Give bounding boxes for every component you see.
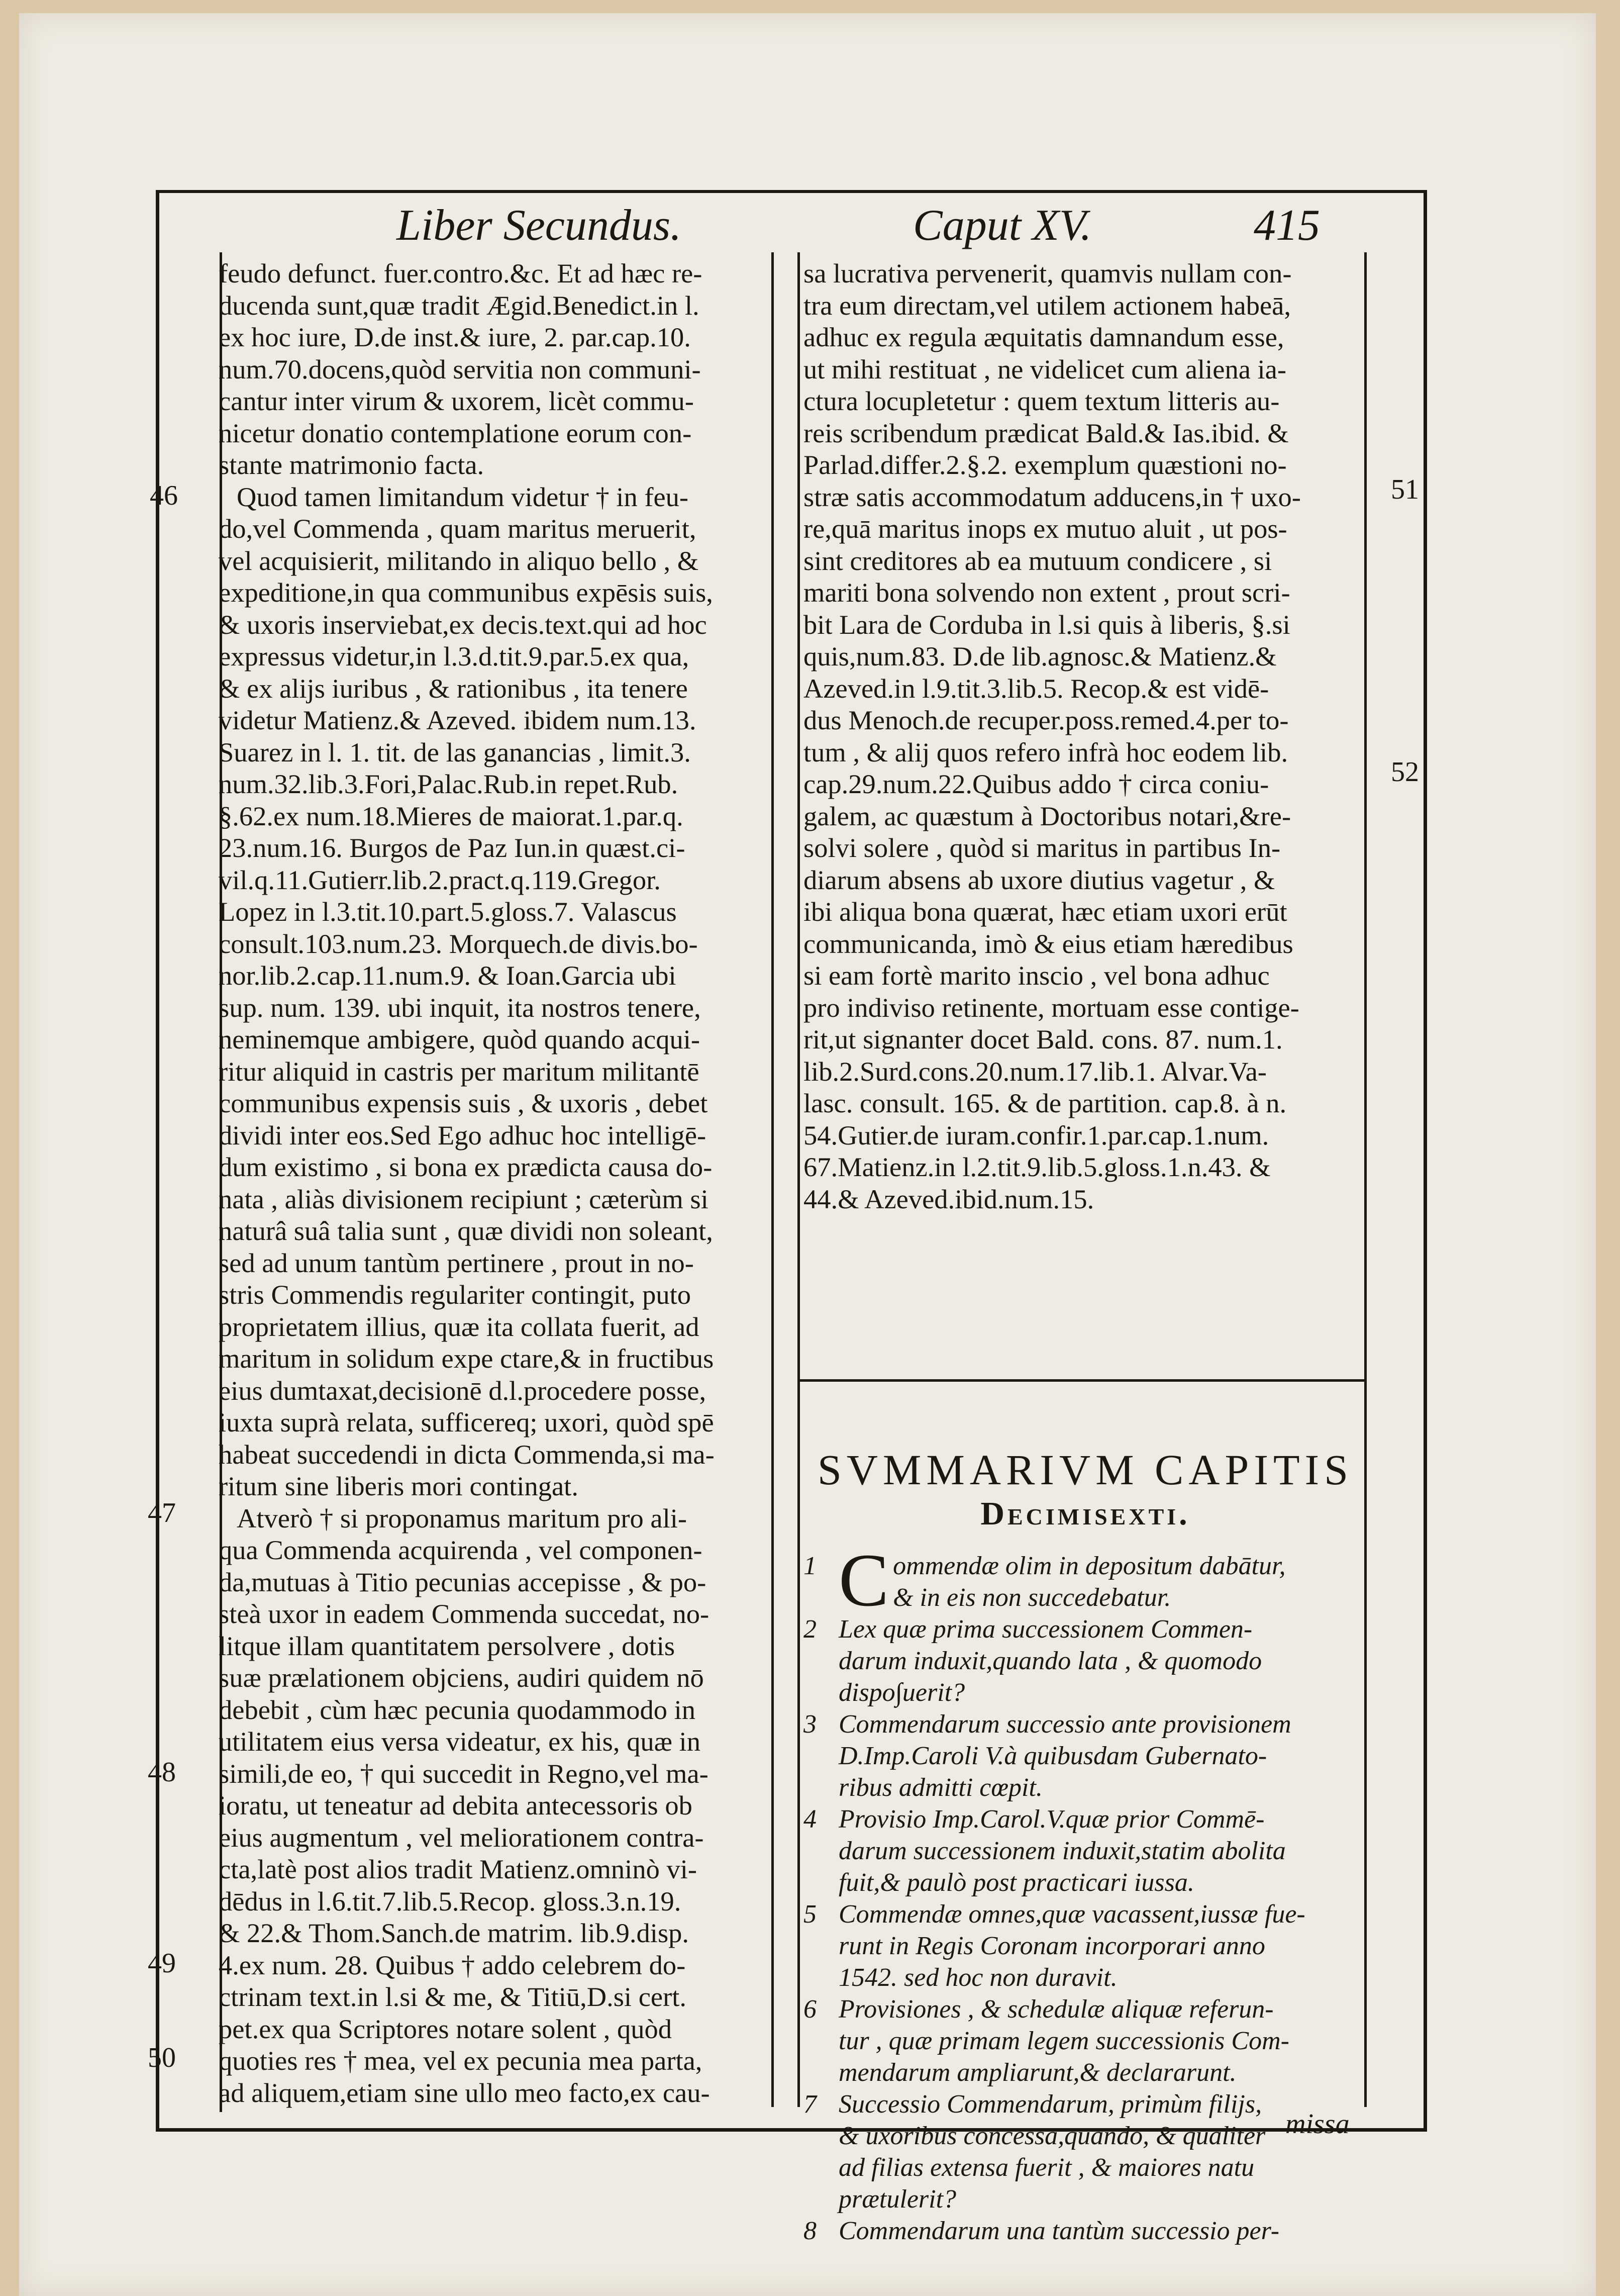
text-line: 23.num.16. Burgos de Paz Iun.in quæst.ci- (219, 832, 685, 863)
text-line: rit,ut signanter docet Bald. cons. 87. num.1. (803, 1024, 1283, 1055)
text-line: mariti bona solvendo non extent , prout scri- (803, 577, 1290, 608)
text-line: ex hoc iure, D.de inst.& iure, 2. par.cap.10. (219, 322, 691, 352)
text-line: communicanda, imò & eius etiam hæredibus (803, 928, 1293, 959)
text-line: vel acquisierit, militando in aliquo bello , & (219, 545, 699, 576)
text-line: galem, ac quæstum à Doctoribus notari,&re- (803, 800, 1291, 831)
text-line: 4.ex num. 28. Quibus † addo celebrem do- (219, 1949, 686, 1980)
summary-item (803, 1613, 1366, 1708)
margin-number: 49 (148, 1948, 176, 1979)
text-line: iuxta suprà relata, sufficereq; uxori, quòd spē (219, 1407, 714, 1438)
summary-line: Commendarum successio ante provisionem (839, 1710, 1291, 1739)
text-line: si eam fortè marito inscio , vel bona adhuc (803, 960, 1270, 991)
text-line: stræ satis accommodatum adducens,in † uxo- (803, 481, 1301, 512)
summary-line: ommendæ olim in depositum dabātur, (893, 1552, 1286, 1580)
text-line: debebit , cùm hæc pecunia quodammodo in (219, 1694, 695, 1725)
margin-number: 51 (1391, 474, 1419, 505)
summary-line: Lex quæ prima successionem Commen- (839, 1615, 1253, 1644)
margin-number: 46 (150, 480, 178, 511)
summary-line: & uxoribus concessa,quando, & qualiter (839, 2122, 1266, 2150)
summary-item-number: 8 (803, 2217, 817, 2245)
text-line: expressus videtur,in l.3.d.tit.9.par.5.ex qua, (219, 641, 689, 672)
summary-line: dispo∫uerit? (839, 1678, 965, 1707)
text-line: tum , & alij quos refero infrà hoc eodem lib. (803, 736, 1288, 768)
text-line: maritum in solidum expe ctare,& in fructibus (219, 1343, 714, 1374)
header-chapter: Caput XV. (913, 201, 1092, 250)
summary-line: darum induxit,quando lata , & quomodo (839, 1647, 1262, 1675)
summary-item-number: 2 (803, 1615, 817, 1644)
summary-line: D.Imp.Caroli V.à quibusdam Gubernato- (839, 1742, 1267, 1770)
text-line: ad aliquem,etiam sine ullo meo facto,ex cau- (219, 2077, 710, 2108)
summary-line: runt in Regis Coronam incorporari anno (839, 1932, 1265, 1960)
text-line: da,mutuas à Titio pecunias accepisse , & po- (219, 1566, 706, 1597)
summary-item (803, 2215, 1366, 2247)
text-line: pro indiviso retinente, mortuam esse contige- (803, 992, 1299, 1023)
text-line: & ex alijs iuribus , & rationibus , ita tenere (219, 673, 688, 704)
text-frame (156, 190, 1427, 2245)
summary-subtitle: Decimisexti. (980, 1495, 1190, 1532)
catchword: missa (1285, 2109, 1350, 2140)
margin-number: 47 (148, 1497, 176, 1528)
text-line: num.32.lib.3.Fori,Palac.Rub.in repet.Rub. (219, 769, 678, 799)
text-line: dividi inter eos.Sed Ego adhuc hoc intelligē- (219, 1119, 706, 1151)
text-line: ctura locupletetur : quem textum litteris au- (803, 386, 1280, 416)
text-line: §.62.ex num.18.Mieres de maiorat.1.par.q. (219, 800, 683, 831)
text-line: steà uxor in eadem Commenda succedat, no- (219, 1598, 710, 1629)
margin-number: 50 (148, 2042, 176, 2073)
text-line: pet.ex qua Scriptores notare solent , quòd (219, 2013, 672, 2044)
text-line: habeat succedendi in dicta Commenda,si ma- (219, 1439, 715, 1470)
text-line: solvi solere , quòd si maritus in partibus In- (803, 832, 1281, 863)
text-line: simili,de eo, † qui succedit in Regno,vel ma- (219, 1758, 708, 1789)
summary-item-number: 6 (803, 1995, 817, 2024)
text-line: ut mihi restituat , ne videlicet cum aliena ia- (803, 353, 1286, 385)
summary-line: ad filias extensa fuerit , & maiores natu (839, 2153, 1255, 2182)
summary-line: Provisiones , & schedulæ aliquæ referun- (839, 1995, 1274, 2024)
summary-line: Provisio Imp.Carol.V.quæ prior Commē- (839, 1805, 1265, 1834)
text-line: stris Commendis regulariter contingit, puto (219, 1279, 691, 1310)
text-line: stante matrimonio facta. (219, 449, 484, 480)
text-line: neminemque ambigere, quòd quando acqui- (219, 1024, 700, 1055)
text-line: ctrinam text.in l.si & me, & Titiū,D.si cert. (219, 1981, 686, 2012)
margin-number: 48 (148, 1757, 176, 1788)
summary-item (803, 2088, 1366, 2215)
text-line: sint creditores ab ea mutuum condicere , si (803, 545, 1272, 576)
summary-line: Commendarum una tantùm successio per- (839, 2217, 1280, 2245)
summary-line: prætulerit? (839, 2185, 957, 2214)
summary-line: darum successionem induxit,statim abolita (839, 1837, 1286, 1865)
summary-item (803, 1898, 1366, 1993)
summary-line: fuit,& paulò post practicari iussa. (839, 1868, 1194, 1897)
text-line: qua Commenda acquirenda , vel componen- (219, 1535, 702, 1565)
summary-line: tur , quæ primam legem successionis Com- (839, 2027, 1289, 2055)
text-line: litque illam quantitatem persolvere , dotis (219, 1630, 675, 1661)
text-line: consult.103.num.23. Morquech.de divis.bo- (219, 928, 698, 959)
text-line: Quod tamen limitandum videtur † in feu- (237, 481, 689, 512)
text-line: cantur inter virum & uxorem, licèt commu- (219, 386, 694, 416)
text-line: ducenda sunt,quæ tradit Ægid.Benedict.in l. (219, 290, 699, 321)
summary-item-number: 4 (803, 1805, 817, 1834)
text-line: Lopez in l.3.tit.10.part.5.gloss.7. Valascus (219, 896, 677, 927)
text-line: 54.Gutier.de iuram.confir.1.par.cap.1.num. (803, 1119, 1269, 1151)
text-line: nor.lib.2.cap.11.num.9. & Ioan.Garcia ubi (219, 960, 676, 991)
text-line: Azeved.in l.9.tit.3.lib.5. Recop.& est vidē- (803, 673, 1269, 704)
summary-item-number: 3 (803, 1710, 817, 1739)
text-line: eius dumtaxat,decisionē d.l.procedere posse, (219, 1375, 706, 1406)
text-line: eius augmentum , vel meliorationem contra- (219, 1822, 704, 1853)
text-line: nata , aliàs divisionem recipiunt ; cæterùm si (219, 1183, 708, 1214)
text-line: adhuc ex regula æquitatis damnandum esse, (803, 322, 1284, 352)
summary-item-number: 5 (803, 1900, 817, 1929)
text-line: sed ad unum tantùm pertinere , prout in no- (219, 1247, 694, 1278)
summary-title: SVMMARIVM CAPITIS (818, 1446, 1353, 1494)
text-line: nicetur donatio contemplatione eorum con- (219, 417, 692, 448)
text-line: dus Menoch.de recuper.poss.remed.4.per to- (803, 705, 1289, 735)
right-text-column (803, 257, 1367, 1386)
summary-item (803, 1993, 1366, 2088)
text-line: ritur aliquid in castris per maritum militantē (219, 1056, 699, 1087)
text-line: & 22.& Thom.Sanch.de matrim. lib.9.disp. (219, 1918, 689, 1948)
text-line: communibus expensis suis , & uxoris , debet (219, 1088, 708, 1118)
summary-line: Commendæ omnes,quæ vacassent,iussæ fue- (839, 1900, 1305, 1929)
text-line: feudo defunct. fuer.contro.&c. Et ad hæc re- (219, 258, 702, 289)
margin-number: 52 (1391, 756, 1419, 788)
text-line: tra eum directam,vel utilem actionem habeā, (803, 290, 1291, 321)
page-sheet (19, 13, 1596, 2296)
text-line: dum existimo , si bona ex prædicta causa do- (219, 1152, 713, 1182)
text-line: sa lucrativa pervenerit, quamvis nullam con- (803, 258, 1292, 289)
text-line: reis scribendum prædicat Bald.& Ias.ibid. & (803, 417, 1289, 448)
page-number: 415 (1254, 201, 1320, 250)
text-line: quis,num.83. D.de lib.agnosc.& Matienz.& (803, 641, 1277, 672)
text-line: ioratu, ut teneatur ad debita antecessoris ob (219, 1790, 692, 1821)
text-line: proprietatem illius, quæ ita collata fuerit, ad (219, 1311, 699, 1342)
text-line: quoties res † mea, vel ex pecunia mea parta, (219, 2045, 702, 2076)
text-line: Atverò † si proponamus maritum pro ali- (237, 1502, 687, 1534)
summary-line: ribus admitti cœpit. (839, 1773, 1043, 1802)
summary-line: 1542. sed hoc non duravit. (839, 1963, 1118, 1992)
text-line: videtur Matienz.& Azeved. ibidem num.13. (219, 705, 696, 735)
text-line: ritum sine liberis mori contingat. (219, 1471, 578, 1501)
text-line: utilitatem eius versa videatur, ex his, quæ in (219, 1726, 700, 1757)
summary-item-number: 7 (803, 2090, 817, 2119)
text-line: expeditione,in qua communibus expēsis suis, (219, 577, 713, 608)
text-line: Suarez in l. 1. tit. de las ganancias , limit.3. (219, 736, 691, 768)
summary-item (803, 1803, 1366, 1898)
text-line: ibi aliqua bona quærat, hæc etiam uxori erūt (803, 896, 1287, 927)
text-line: diarum absens ab uxore diutius vagetur , & (803, 864, 1275, 895)
text-line: num.70.docens,quòd servitia non communi- (219, 353, 701, 385)
text-line: lasc. consult. 165. & de partition. cap.8. à n. (803, 1088, 1287, 1118)
left-text-column (219, 257, 833, 2108)
text-line: re,quā maritus inops ex mutuo aluit , ut pos- (803, 513, 1287, 544)
text-line: naturâ suâ talia sunt , quæ dividi non soleant, (219, 1215, 713, 1246)
text-line: do,vel Commenda , quam maritus meruerit, (219, 513, 696, 544)
text-line: Parlad.differ.2.§.2. exemplum quæstioni no- (803, 449, 1287, 480)
text-line: sup. num. 139. ubi inquit, ita nostros tenere, (219, 992, 701, 1023)
summary-line: Successio Commendarum, primùm filijs, (839, 2090, 1262, 2119)
summary-line: mendarum ampliarunt,& declararunt. (839, 2058, 1237, 2087)
summary-item (803, 1539, 1366, 1622)
drop-cap: C (839, 1539, 889, 1622)
running-header (159, 193, 1424, 252)
text-line: suæ prælationem objciens, audiri quidem nō (219, 1662, 704, 1693)
text-line: cap.29.num.22.Quibus addo † circa coniu- (803, 769, 1269, 799)
text-line: dēdus in l.6.tit.7.lib.5.Recop. gloss.3.n.19. (219, 1885, 681, 1917)
text-line: bit Lara de Corduba in l.si quis à liberis, §.si (803, 609, 1290, 640)
text-line: 44.& Azeved.ibid.num.15. (803, 1183, 1094, 1214)
summary-item-number: 1 (803, 1552, 817, 1580)
text-line: 67.Matienz.in l.2.tit.9.lib.5.gloss.1.n.43. & (803, 1152, 1271, 1182)
text-line: vil.q.11.Gutierr.lib.2.pract.q.119.Gregor. (219, 864, 661, 895)
text-line: cta,latè post alios tradit Matienz.omninò vi- (219, 1854, 697, 1884)
text-line: lib.2.Surd.cons.20.num.17.lib.1. Alvar.Va- (803, 1056, 1267, 1087)
summary-line: & in eis non succedebatur. (893, 1583, 1171, 1612)
text-line: & uxoris inserviebat,ex decis.text.qui ad hoc (219, 609, 707, 640)
summary-item (803, 1708, 1366, 1803)
header-book: Liber Secundus. (396, 201, 682, 250)
